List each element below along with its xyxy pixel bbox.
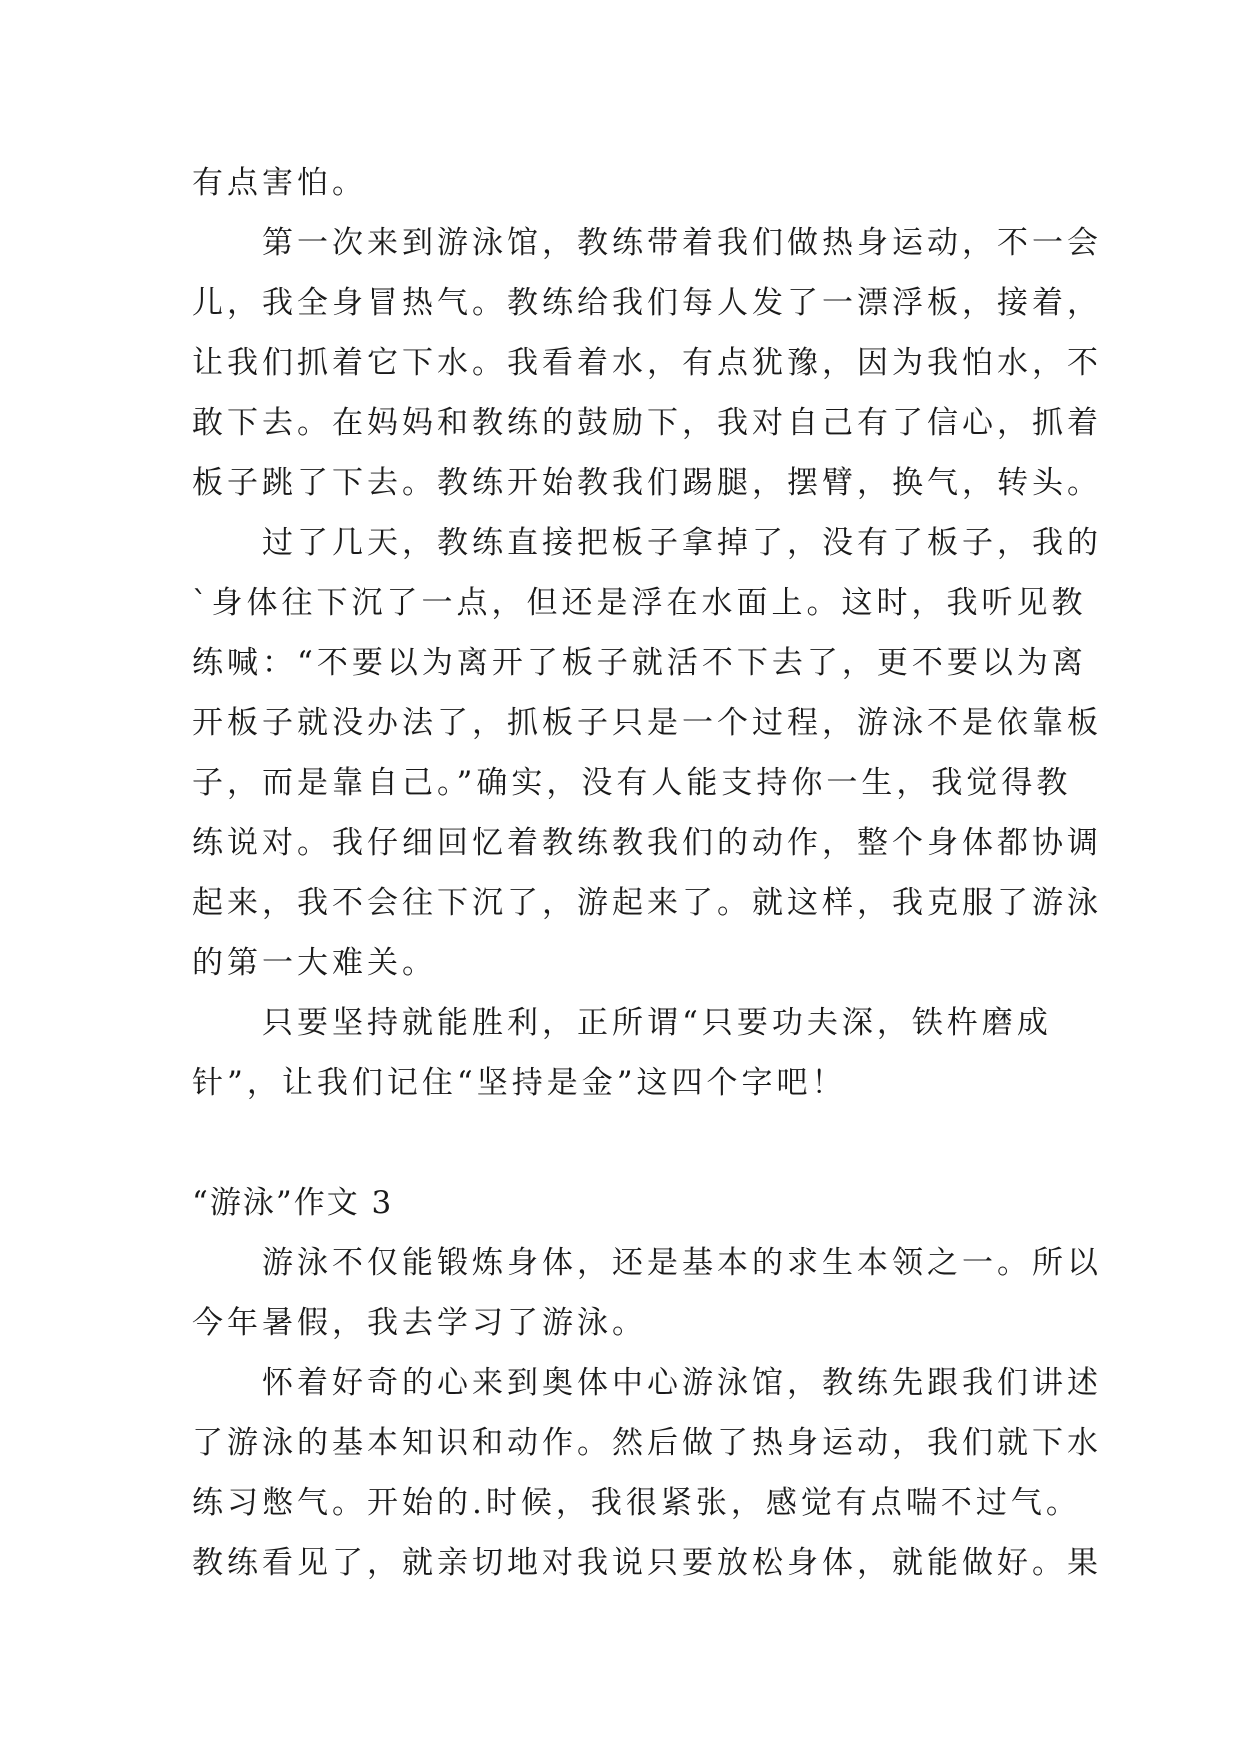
- section-heading: “游泳”作文 3: [192, 1185, 394, 1221]
- paragraph-line: 板子跳了下去。教练开始教我们踢腿，摆臂，换气，转头。: [192, 465, 1102, 501]
- paragraph-line: 针”，让我们记住“坚持是金”这四个字吧！: [192, 1065, 847, 1101]
- paragraph-line: 只要坚持就能胜利，正所谓“只要功夫深，铁杵磨成: [192, 1005, 1052, 1041]
- paragraph-line: 第一次来到游泳馆，教练带着我们做热身运动，不一会: [192, 225, 1102, 261]
- paragraph-line: 让我们抓着它下水。我看着水，有点犹豫，因为我怕水，不: [192, 345, 1102, 381]
- paragraph-line: 子，而是靠自己。”确实，没有人能支持你一生，我觉得教: [192, 765, 1072, 801]
- paragraph-line: 过了几天，教练直接把板子拿掉了，没有了板子，我的: [192, 525, 1102, 561]
- paragraph-line: `身体往下沉了一点，但还是浮在水面上。这时，我听见教: [192, 585, 1087, 621]
- paragraph-line: 开板子就没办法了，抓板子只是一个过程，游泳不是依靠板: [192, 705, 1102, 741]
- paragraph-line: 起来，我不会往下沉了，游起来了。就这样，我克服了游泳: [192, 885, 1102, 921]
- paragraph-line: 练说对。我仔细回忆着教练教我们的动作，整个身体都协调: [192, 825, 1102, 861]
- paragraph-line: 游泳不仅能锻炼身体，还是基本的求生本领之一。所以: [192, 1245, 1102, 1281]
- paragraph-line: 教练看见了，就亲切地对我说只要放松身体，就能做好。果: [192, 1545, 1102, 1581]
- paragraph-line: 怀着好奇的心来到奥体中心游泳馆，教练先跟我们讲述: [192, 1365, 1102, 1401]
- paragraph-line: 敢下去。在妈妈和教练的鼓励下，我对自己有了信心，抓着: [192, 405, 1102, 441]
- paragraph-line: 有点害怕。: [192, 165, 367, 201]
- paragraph-line: 练喊：“不要以为离开了板子就活不下去了，更不要以为离: [192, 645, 1087, 681]
- paragraph-line: 了游泳的基本知识和动作。然后做了热身运动，我们就下水: [192, 1425, 1102, 1461]
- paragraph-line: 练习憋气。开始的.时候，我很紧张，感觉有点喘不过气。: [192, 1485, 1081, 1521]
- paragraph-line: 今年暑假，我去学习了游泳。: [192, 1305, 647, 1341]
- paragraph-line: 儿，我全身冒热气。教练给我们每人发了一漂浮板，接着，: [192, 285, 1102, 321]
- paragraph-line: 的第一大难关。: [192, 945, 437, 981]
